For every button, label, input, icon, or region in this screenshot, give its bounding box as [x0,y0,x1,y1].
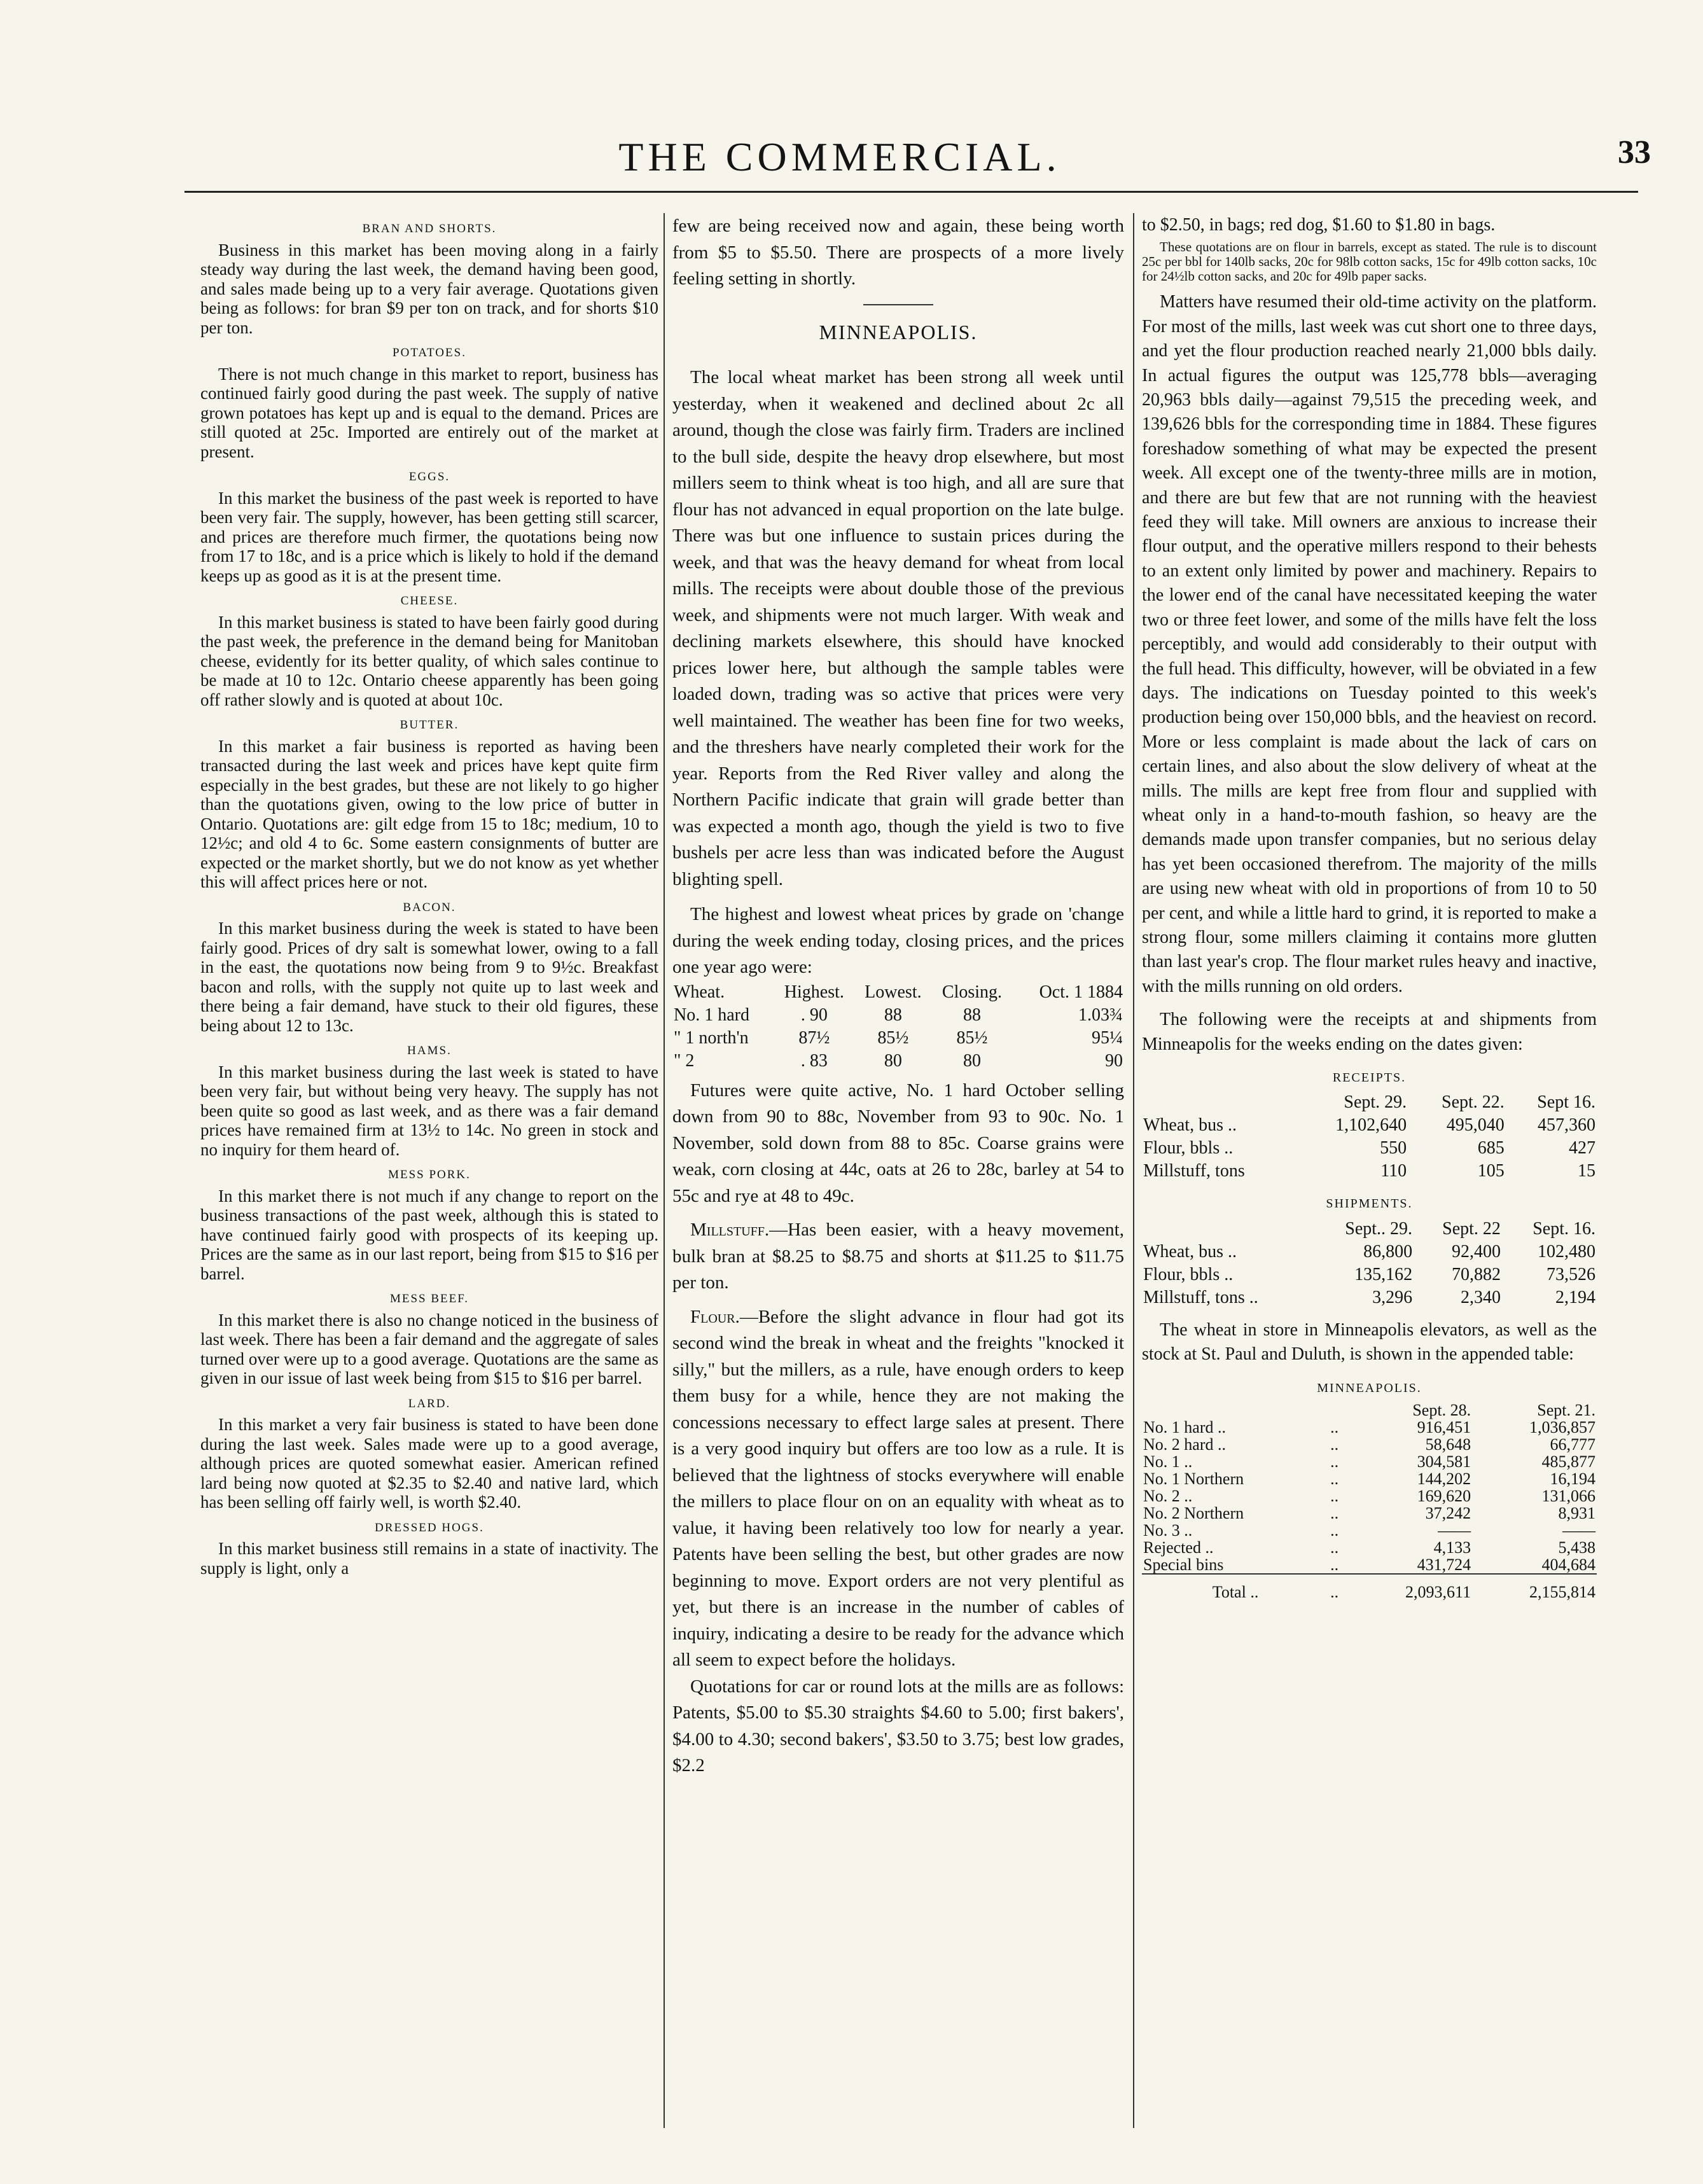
continued-text: to $2.50, in bags; red dog, $1.60 to $1.80 in bags. [1142,215,1496,235]
market-section [200,219,658,337]
section-heading: MESS PORK. [388,1168,471,1181]
section-body: Business in this market has been moving along in a fairly steady way during the last week, the demand having been good, and sales made being up to a very fair average. Quotations given being as follows: for bran $9 per ton on track, and for shorts $10 per ton. [200,240,658,337]
table-cell: 15 [1578,1161,1595,1181]
section-rule [863,304,933,305]
table-cell: —— [1562,1521,1595,1540]
table-cell: 3,296 [1372,1287,1413,1307]
article-paragraph: The highest and lowest wheat prices by grade on 'change during the week ending today, closing prices, and the prices one year ago were: [672,904,1124,977]
table-cell: 16,194 [1550,1470,1595,1489]
table-cell: 110 [1380,1161,1407,1181]
section-body: In this market business during the last week is stated to have been very fair, but without being very heavy. The supply has not been quite so good as last week, and as there was a fair demand prices have remained firm at 13½ to 14c. No green in stock and no inquiry for them heard of. [200,1062,658,1159]
table-cell: .. [1330,1487,1339,1506]
table-cell: .. [1330,1452,1339,1471]
shipments-table [1142,1218,1597,1309]
section-heading: LARD. [408,1396,451,1410]
table-cell: 485,877 [1541,1452,1595,1471]
paragraph-text: —Has been easier, with a heavy movement, bulk bran at $8.25 to $8.75 and shorts at $11.25 to $11.75 per ton. [672,1220,1124,1293]
table-row [1142,1286,1597,1309]
table-cell: " 1 north'n [674,1027,749,1048]
table-header [1142,1402,1329,1419]
table-header: Wheat. [674,982,725,1002]
table-header: Sept. 28. [1412,1401,1471,1420]
section-heading: MESS BEEF. [389,1292,469,1305]
table-header: Oct. 1 1884 [1039,982,1123,1002]
market-section [200,1519,658,1578]
column-2 [672,213,1124,2128]
table-cell: 135,162 [1354,1264,1413,1284]
table-cell: No. 1 hard .. [1143,1418,1226,1437]
table-cell: 916,451 [1417,1418,1471,1437]
table-cell: 5,438 [1558,1538,1595,1557]
table-cell: 88 [963,1005,981,1025]
table-row [1142,1487,1597,1505]
table-cell: 90 [1105,1050,1123,1071]
table-cell: .. [1330,1538,1339,1557]
table-cell: No. 3 .. [1143,1521,1193,1540]
article-paragraph [672,1304,1124,1674]
table-header [1142,1091,1298,1114]
table-row [1142,1241,1597,1263]
paragraph-text: —Before the slight advance in flour had got its second wind the break in wheat and the freights "knocked it silly," but the millers, as a rule, have enough orders to keep them busy for a while, hence they are not making the concessions necessary to effect large sales at present. There is a very good inquiry but offers are too low as a rule. It is believed that the lightness of stocks everywhere will enable the millers to place flour on on an equality with wheat as to value, it having been relatively too low for nearly a year. Patents have been selling the best, but other grades are now beginning to move. Export orders are not very plentiful as yet, but there is an increase in the number of cables of inquiry, indicating a desire to be ready for the advance which all seem to expect before the holidays. [672,1306,1124,1670]
table-header: Sept.. 29. [1345,1218,1413,1239]
table-row [1142,1160,1597,1183]
section-heading: DRESSED HOGS. [375,1520,484,1534]
table-cell: 37,242 [1425,1504,1471,1523]
table-row [1142,1419,1597,1436]
table-cell: 102,480 [1538,1241,1595,1262]
table-cell: Special bins [1143,1555,1224,1575]
table-cell: .. [1330,1435,1339,1454]
table-cell: Wheat, bus .. [1143,1241,1237,1262]
table-header-row [1142,1091,1597,1114]
footnote: These quotations are on flour in barrels, except as stated. The rule is to discount 25c per bbl for 140lb sacks, 20c for 98lb cotton sacks, 15c for 49lb cotton sacks, 10c for 24½lb cotton sacks, and 20c for 49lb paper sacks. [1142,239,1597,284]
table-cell: 427 [1569,1138,1595,1158]
table-cell: Millstuff, tons [1143,1161,1245,1181]
table-cell: 131,066 [1541,1487,1595,1506]
table-cell: Flour, bbls .. [1143,1264,1234,1284]
section-body: In this market there is not much if any change to report on the business transactions of the past week, although this is stated to have continued fairly good with prospects of its keeping up. Prices are the same as in our last report, being from $15 to $16 per barrel. [200,1186,658,1283]
market-section [200,468,658,585]
table-cell: 66,777 [1550,1435,1595,1454]
table-cell: 4,133 [1433,1538,1471,1557]
table-cell: 105 [1477,1161,1505,1181]
section-body: In this market there is also no change noticed in the business of last week. There has been a fair demand and the aggregate of sales turned over were up to a good average. Quotations are the same as given in our issue of last week being from $15 to $16 per barrel. [200,1310,658,1388]
table-cell: 495,040 [1446,1115,1505,1136]
table-caption: SHIPMENTS. [1326,1197,1413,1211]
table-cell: No. 2 Northern [1143,1504,1244,1523]
table-cell: 457,360 [1538,1115,1595,1136]
table-row [1142,1436,1597,1453]
table-header [1142,1218,1312,1241]
section-body: In this market business is stated to have been fairly good during the past week, the preference in the demand being for Manitoban cheese, evidently for its better quality, of which sales continue to be made at 10 to 12c. Ontario cheese apparently has been going off rather slowly and is quoted at about 10c. [200,612,658,709]
market-section [200,1041,658,1159]
receipts-table [1142,1091,1597,1183]
column-divider [1133,213,1134,2128]
table-cell: 2,093,611 [1405,1583,1471,1602]
table-cell: Millstuff, tons .. [1143,1287,1258,1307]
section-heading: POTATOES. [393,346,466,359]
table-cell: 1,102,640 [1335,1115,1407,1136]
table-header: Sept. 22 [1442,1218,1501,1239]
table-cell: No. 1 Northern [1143,1470,1244,1489]
market-section [200,1165,658,1283]
market-section [200,592,658,709]
table-total-row [1142,1575,1597,1601]
elevator-stocks-table [1142,1402,1597,1601]
section-body: In this market the business of the past week is reported to have been very fair. The supply, however, has been getting still scarcer, and prices are therefore much firmer, the quotations being now from 17 to 18c, and is a price which is likely to hold if the demand keeps up as good as it is at the present time. [200,488,658,585]
table-cell: 85½ [956,1027,988,1048]
table-row [672,1004,1124,1027]
table-cell: 70,882 [1451,1264,1501,1284]
table-cell: 304,581 [1417,1452,1471,1471]
table-header: Lowest. [865,982,922,1002]
page-number: 33 [1618,134,1651,170]
section-heading: BRAN AND SHORTS. [362,222,497,235]
table-cell: 73,526 [1547,1264,1595,1284]
paragraph-lead: Flour. [690,1306,740,1327]
table-row [1142,1114,1597,1137]
table-cell: .. [1330,1470,1339,1489]
table-row [1142,1522,1597,1539]
table-row [1142,1539,1597,1556]
table-cell: " 2 [674,1050,695,1071]
table-cell: No. 2 .. [1143,1487,1193,1506]
section-body: In this market business still remains in a state of inactivity. The supply is light, only a [200,1539,658,1578]
article-paragraph: Futures were quite active, No. 1 hard October selling down from 90 to 88c, November from 93 to 90c. No. 1 November, sold down from 88 to 85c. Coarse grains were weak, corn closing at 44c, oats at 26 to 28c, barley at 54 to 55c and rye at 48 to 49c. [672,1080,1124,1206]
header-rule [184,191,1638,193]
column-divider [664,213,665,2128]
table-cell: 58,648 [1425,1435,1471,1454]
table-cell: 1.03¾ [1078,1005,1123,1025]
table-row [672,1050,1124,1073]
market-section [200,1395,658,1512]
table-header-row [1142,1402,1597,1419]
newspaper-title: THE COMMERCIAL. [618,134,1061,179]
column-3 [1142,213,1597,2128]
table-row [672,1027,1124,1050]
article-paragraph: The wheat in store in Minneapolis elevators, as well as the stock at St. Paul and Duluth, is shown in the appended table: [1142,1319,1597,1365]
table-cell: No. 2 hard .. [1143,1435,1226,1454]
table-header [1329,1402,1349,1419]
table-cell: 80 [963,1050,981,1071]
page-header [25,108,1654,184]
table-header: Sept. 22. [1442,1092,1505,1113]
market-section [200,344,658,461]
table-cell: .. [1330,1555,1339,1575]
wheat-prices-table [672,981,1124,1073]
section-heading: BACON. [403,900,456,914]
table-cell: 86,800 [1363,1241,1413,1262]
table-header: Highest. [784,982,844,1002]
section-body: In this market a very fair business is stated to have been done during the last week. Sales made were up to a good average, although prices are quoted somewhat easier. American refined lard being now quoted at $2.35 to $2.40 and native lard, which has been selling off fairly well, is worth $2.40. [200,1415,658,1512]
table-cell: No. 1 hard [674,1005,749,1025]
article-paragraph: The local wheat market has been strong all week until yesterday, when it weakened and declined about 2c all around, though the close was fairly firm. Traders are inclined to the bull side, despite the heavy drop elsewhere, but most millers seem to think wheat is too high, and all are sure that flour has not advanced in equal proportion on the late bulge. There was but one influence to sustain prices during the week, and that was the heavy demand for wheat from local mills. The receipts were about double those of the previous week, and shipments were not much larger. With weak and declining markets elsewhere, this should have knocked prices lower here, but although the sample tables were loaded down, trading was so active that prices were very well maintained. The weather has been fine for two weeks, and the threshers have nearly completed their work for the year. Reports from the Red River valley and along the Northern Pacific indicate that grain will grade better than was expected a month ago, though the yield is two to five bushels per acre less than was indicated before the August blighting spell. [672,367,1124,889]
table-row [1142,1263,1597,1286]
table-cell: —— [1438,1521,1471,1540]
section-body: In this market a fair business is reported as having been transacted during the last week and prices have kept quite firm especially in the best grades, but these are not likely to go higher than the quotations given, owing to the low price of butter in Ontario. Quotations are: gilt edge from 15 to 18c; medium, 10 to 12½c; and old 4 to 6c. Some eastern consignments of butter are expected or the market shortly, but we do not know as yet whether this will affect prices here or not. [200,736,658,891]
article-paragraph: The following were the receipts at and shipments from Minneapolis for the weeks ending on the dates given: [1142,1010,1597,1054]
table-cell: 550 [1380,1138,1407,1158]
table-cell: 685 [1477,1138,1505,1158]
column-1 [200,213,658,2128]
table-cell: Wheat, bus .. [1143,1115,1237,1136]
market-section [200,716,658,892]
table-header-row [1142,1218,1597,1241]
table-header: Sept. 21. [1537,1401,1595,1420]
table-row [1142,1556,1597,1574]
table-cell: 404,684 [1541,1555,1595,1575]
section-heading: HAMS. [407,1044,452,1057]
table-cell: .. [1330,1418,1339,1437]
table-cell: 87½ [798,1027,830,1048]
table-row [1142,1505,1597,1522]
table-cell: Total .. [1212,1583,1259,1602]
table-cell: 2,340 [1460,1287,1501,1307]
table-header: Sept 16. [1537,1092,1595,1113]
table-cell: 8,931 [1558,1504,1595,1523]
table-cell: 2,155,814 [1529,1583,1595,1602]
table-cell: . 90 [800,1005,828,1025]
table-caption: MINNEAPOLIS. [1317,1381,1422,1395]
section-heading: EGGS. [408,470,450,483]
table-header: Sept. 16. [1533,1218,1595,1239]
table-caption: RECEIPTS. [1332,1071,1407,1085]
section-heading: BUTTER. [400,718,459,732]
table-cell: 95¼ [1092,1027,1123,1048]
article-paragraph: Quotations for car or round lots at the mills are as follows: Patents, $5.00 to $5.30 straights $4.60 to 5.00; first bakers', $4.00 to 4.30; second bakers', $3.50 to 3.75; best low grades, $2.2 [672,1676,1124,1776]
table-cell: No. 1 .. [1143,1452,1193,1471]
article-paragraph [672,1217,1124,1297]
table-cell: 1,036,857 [1529,1418,1595,1437]
table-header: Sept. 29. [1344,1092,1407,1113]
table-cell: 80 [884,1050,902,1071]
paragraph-lead: Millstuff. [690,1220,770,1240]
table-cell: 85½ [877,1027,909,1048]
table-header: Closing. [942,982,1003,1002]
section-heading: CHEESE. [400,594,459,608]
table-row [1142,1470,1597,1487]
market-section [200,898,658,1036]
city-heading: MINNEAPOLIS. [819,320,978,344]
table-cell: 144,202 [1417,1470,1471,1489]
table-row [1142,1453,1597,1470]
table-header-row [672,981,1124,1004]
table-cell: . 83 [800,1050,828,1071]
article-paragraph: Matters have resumed their old-time activity on the platform. For most of the mills, last week was cut short one to three days, and yet the flour production reached nearly 21,000 bbls daily. In actual figures the output was 125,778 bbls—averaging 20,963 bbls daily—against 79,515 the preceding week, and 139,626 bbls for the corresponding time in 1884. These figures foreshadow something of what may be expected the present week. All except one of the twenty-three mills are in motion, and there are but few that are not running with the heaviest feed they will take. Mill owners are anxious to increase their flour output, and the operative millers respond to their behests to an extent only limited by power and machinery. Repairs to the lower end of the canal have necessitated keeping the water two or three feet lower, and some of the mills have felt the loss perceptibly, and would add considerably to their output with the full head. This difficulty, however, will be obviated in a few days. The indications on Tuesday pointed to this week's production being over 150,000 bbls, and the heaviest on record. More or less complaint is made about the lack of cars on certain lines, and also about the slow delivery of wheat at the mills. The mills are kept free from flour and supplied with wheat only in a hand-to-mouth fashion, so heavy are the demands made upon transfer companies, but no serious delay has yet been occasioned therefrom. The majority of the mills are using new wheat with old in proportions of from 10 to 50 per cent, and while a little hard to grind, it is reported to make a strong flour, some millers claiming it contains more glutten than last year's crop. The flour market rules heavy and inactive, with the mills running on old orders. [1142,292,1597,996]
market-section [200,1290,658,1388]
continued-text: few are being received now and again, these being worth from $5 to $5.50. There are prospects of a more lively feeling setting in shortly. [672,216,1124,289]
section-body: There is not much change in this market to report, business has continued fairly good during the past week. The supply of native grown potatoes has kept up and is equal to the demand. Prices are still quoted at 25c. Imported are entirely out of the market at present. [200,364,658,461]
table-cell: 431,724 [1417,1555,1471,1575]
table-row [1142,1137,1597,1160]
table-cell: .. [1330,1504,1339,1523]
table-cell: .. [1330,1521,1339,1540]
table-cell: .. [1330,1583,1339,1602]
table-cell: Flour, bbls .. [1143,1138,1234,1158]
table-cell: 2,194 [1555,1287,1595,1307]
table-cell: 88 [884,1005,902,1025]
section-body: In this market business during the week is stated to have been fairly good. Prices of dry salt is somewhat lower, owing to a fall in the east, the quotations now being from 9 to 9½c. Breakfast bacon and rolls, with the supply not quite up to last week and there being a fair demand, have stuck to their old figures, these being about 12 to 13c. [200,919,658,1035]
table-cell: Rejected .. [1143,1538,1214,1557]
table-cell: 92,400 [1451,1241,1501,1262]
table-cell: 169,620 [1417,1487,1471,1506]
